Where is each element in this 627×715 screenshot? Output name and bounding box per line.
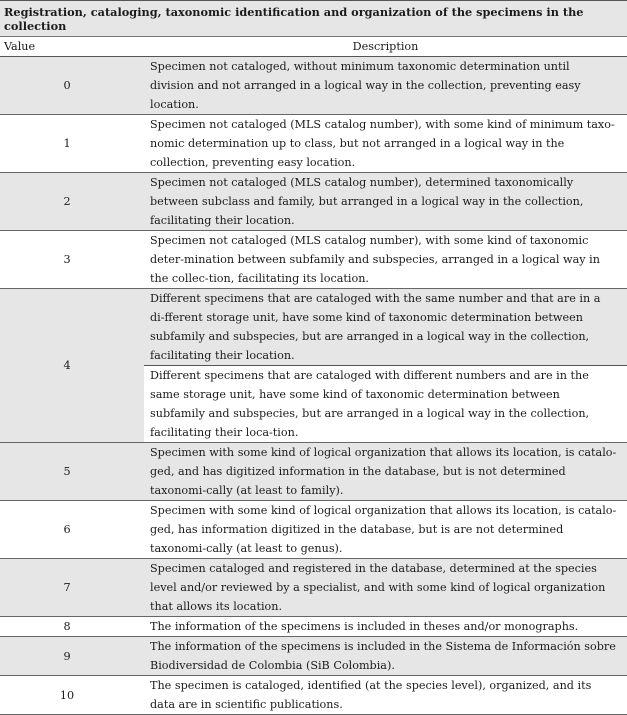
row-description: The information of the specimens is included in theses and/or monographs. (144, 617, 627, 637)
table-row (0, 443, 627, 501)
row-description: Specimen not cataloged (MLS catalog number), with some kind of taxonomic deter-mination between subfamily and subspecies, arranged in a logical way in the collec-tion, facilitating its location. (144, 231, 627, 289)
table-row (0, 637, 627, 676)
row-description: The specimen is cataloged, identified (at the species level), organized, and its data are in scientific publications. (144, 676, 627, 715)
row-value: 8 (0, 617, 144, 637)
table-row (0, 57, 627, 115)
row-description: Specimen not cataloged (MLS catalog number), determined taxonomically between subclass and family, but arranged in a logical way in the collection, facilitating their location. (144, 173, 627, 231)
table-caption: Registration, cataloging, taxonomic identification and organization of the specimens in the collection (0, 1, 627, 37)
table-caption-row (0, 1, 627, 37)
table-row (0, 289, 627, 366)
row-value: 9 (0, 637, 144, 676)
table-header-row (0, 37, 627, 57)
table-row (0, 676, 627, 715)
row-value: 5 (0, 443, 144, 501)
header-description: Description (144, 37, 627, 57)
row-description: Specimen cataloged and registered in the database, determined at the species level and/or reviewed by a specialist, and with some kind of logical organization that allows its location. (144, 559, 627, 617)
row-description: The information of the specimens is included in the Sistema de Información sobre Biodiversidad de Colombia (SiB Colombia). (144, 637, 627, 676)
table-row (0, 501, 627, 559)
table-row (0, 115, 627, 173)
header-value: Value (0, 37, 144, 57)
row-value: 7 (0, 559, 144, 617)
row-description: Different specimens that are cataloged with different numbers and are in the same storage unit, have some kind of taxonomic determination between subfamily and subspecies, but are arranged in a logical way in the collection, facilitating their loca-tion. (144, 366, 627, 443)
table-row (0, 231, 627, 289)
row-value: 0 (0, 57, 144, 115)
row-description: Different specimens that are cataloged with the same number and that are in a di-fferent storage unit, have some kind of taxonomic determination between subfamily and subspecies, but are arranged in a logical way in the collection, facilitating their location. (144, 289, 627, 366)
row-description: Specimen not cataloged (MLS catalog number), with some kind of minimum taxo-nomic determination up to class, but not arranged in a logical way in the collection, preventing easy location. (144, 115, 627, 173)
row-value: 1 (0, 115, 144, 173)
row-description: Specimen not cataloged, without minimum taxonomic determination until division and not arranged in a logical way in the collection, preventing easy location. (144, 57, 627, 115)
row-value: 4 (0, 289, 144, 443)
row-value: 2 (0, 173, 144, 231)
row-value: 6 (0, 501, 144, 559)
row-value: 10 (0, 676, 144, 715)
table-row (0, 617, 627, 637)
table-row (0, 173, 627, 231)
table-row (0, 559, 627, 617)
row-description: Specimen with some kind of logical organization that allows its location, is catalo-ged, has information digitized in the database, but is are not determined taxonomi-cally (at least to genus). (144, 501, 627, 559)
row-description: Specimen with some kind of logical organization that allows its location, is catalo-ged, and has digitized information in the database, but is not determined taxonomi-cally (at least to family). (144, 443, 627, 501)
row-value: 3 (0, 231, 144, 289)
